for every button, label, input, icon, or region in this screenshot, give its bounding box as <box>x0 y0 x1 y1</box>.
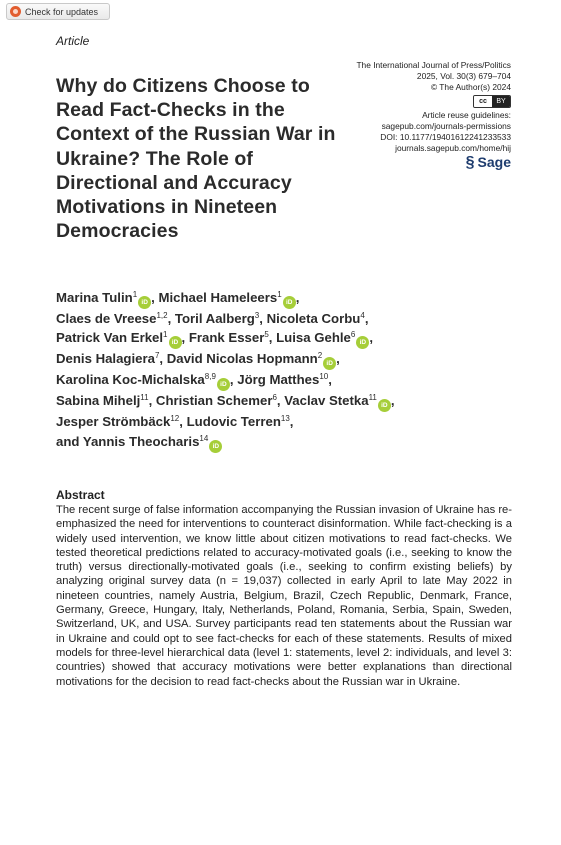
author-name: and Yannis Theocharis <box>56 433 200 449</box>
journal-info <box>311 60 511 170</box>
author-name: Luisa Gehle <box>276 330 351 346</box>
author-name: Claes de Vreese <box>56 311 157 326</box>
author-name: Patrick Van Erkel <box>56 330 164 346</box>
author-name: Frank Esser <box>188 330 265 346</box>
author-line: Denis Halagiera$^7$, David Nicolas Hopmann$^2$iD , <box>56 349 506 370</box>
doi[interactable]: DOI: 10.1177/19401612241233533 <box>380 132 511 142</box>
orcid-icon[interactable]: iD <box>217 378 230 391</box>
author-line <box>56 432 506 453</box>
orcid-icon[interactable]: iD <box>138 296 151 309</box>
author-affiliation: 11 <box>368 393 377 403</box>
author-line: Jesper Strömbäck$^{12}$, Ludovic Terren$^{13}$, <box>56 414 294 430</box>
author-line: Claes de Vreese$^{1,2}$, Toril Aalberg$^3$, Nicoleta Corbu$^4$, <box>56 311 369 326</box>
author-affiliation: 1 <box>163 330 168 340</box>
reuse-label: Article reuse guidelines: <box>422 110 511 120</box>
author-affiliation: 13 <box>280 414 290 424</box>
author-name: David Nicolas Hopmann <box>166 351 318 367</box>
author-name: Denis Halagiera <box>56 351 155 367</box>
author-line: Patrick Van Erkel$^1$iD , Frank Esser$^5$, Luisa Gehle$^6$iD , <box>56 328 506 349</box>
sage-icon: § <box>465 154 475 171</box>
author-affiliation: 6 <box>350 330 356 340</box>
author-name: Jesper Strömbäck <box>56 414 171 430</box>
author-name: Sabina Mihelj <box>56 393 141 409</box>
sage-logo <box>465 154 511 171</box>
author-line: Karolina Koc-Michalska$^{8,9}$iD , Jörg Matthes$^{10}$, <box>56 370 506 391</box>
cc-by-icon: cc BY <box>473 95 511 108</box>
author-name: Vaclav Stetka <box>284 393 369 409</box>
author-affiliation: 14 <box>199 433 209 443</box>
author-affiliation: 11 <box>140 393 149 403</box>
publisher-name: Sage <box>477 154 511 170</box>
article-title: Why do Citizens Choose to Read Fact-Checks in the Context of the Russian War in Ukraine? The Role of Directional and Accuracy Motivations in Nineteen Democracies <box>56 75 336 243</box>
author-list <box>56 288 506 453</box>
copyright: © The Author(s) 2024 <box>430 82 511 92</box>
orcid-icon[interactable]: iD <box>378 399 391 412</box>
author-affiliation: 4 <box>360 311 365 320</box>
author-affiliation: 12 <box>170 414 180 424</box>
reuse-link[interactable]: sagepub.com/journals-permissions <box>381 121 511 131</box>
article-type-label: Article <box>56 34 90 48</box>
orcid-icon[interactable]: iD <box>323 357 336 370</box>
crossmark-icon <box>10 6 21 17</box>
orcid-icon[interactable]: iD <box>356 336 369 349</box>
author-name: Ludovic Terren <box>186 414 281 430</box>
author-name: Christian Schemer <box>155 393 273 409</box>
author-name: Toril Aalberg <box>174 311 255 326</box>
abstract-heading: Abstract <box>56 488 105 502</box>
author-affiliation: 8,9 <box>204 372 216 382</box>
author-affiliation: 2 <box>317 351 323 361</box>
journal-home-link[interactable]: journals.sagepub.com/home/hij <box>395 143 511 153</box>
author-affiliation: 6 <box>272 393 277 403</box>
author-name: Nicoleta Corbu <box>266 311 361 326</box>
author-name: Karolina Koc-Michalska <box>56 372 205 388</box>
author-name: Marina Tulin <box>56 290 133 305</box>
check-for-updates-label: Check for updates <box>25 6 99 17</box>
abstract-text: The recent surge of false information accompanying the Russian invasion of Ukraine has re-emphasized the need for interventions to counteract disinformation. While fact-checking is a widely used intervention, we know little about citizen motivations to read fact-checks. We tested theoretical predictions related to accuracy-motivated goals (i.e., seeking to know the truth) versus directionally-motivated goals (i.e., seeking to confirm existing beliefs) by analyzing original survey data (n = 19,037) collected in early April to late May 2022 in nineteen countries, namely Austria, Belgium, Brazil, Czech Republic, Denmark, France, Germany, Greece, Hungary, Italy, Netherlands, Poland, Romania, Serbia, Spain, Sweden, Switzerland, UK, and USA. Survey participants read ten statements about the Russian war in Ukraine and could opt to see fact-checks for each of these statements. Results of mixed models for three-level hierarchical data (level 1: statements, level 2: individuals, and level 3: countries) showed that accuracy motivations were better explanations than directional motivations for the decision to read fact-checks about the Russian war in Ukraine. <box>56 504 512 688</box>
orcid-icon[interactable]: iD <box>209 440 222 453</box>
author-affiliation: 5 <box>264 330 269 340</box>
author-affiliation: 1 <box>132 290 138 299</box>
orcid-icon[interactable]: iD <box>169 336 182 349</box>
author-name: Jörg Matthes <box>237 372 320 388</box>
journal-name: The International Journal of Press/Politics <box>356 60 511 70</box>
author-affiliation: 10 <box>319 372 329 382</box>
author-affiliation: 7 <box>154 351 160 361</box>
author-line: Sabina Mihelj$^{11}$, Christian Schemer$^6$, Vaclav Stetka$^{11}$iD , <box>56 391 506 412</box>
orcid-icon[interactable]: iD <box>283 296 296 309</box>
check-for-updates-button[interactable] <box>6 3 110 20</box>
author-affiliation: 1 <box>277 290 282 299</box>
author-name: Michael Hameleers <box>158 290 278 305</box>
author-affiliation: 1,2 <box>156 311 168 320</box>
author-line: Marina Tulin$^1$iD , Michael Hameleers$^1$iD , <box>56 288 506 309</box>
author-affiliation: 3 <box>254 311 260 320</box>
journal-volume: 2025, Vol. 30(3) 679–704 <box>416 71 511 81</box>
